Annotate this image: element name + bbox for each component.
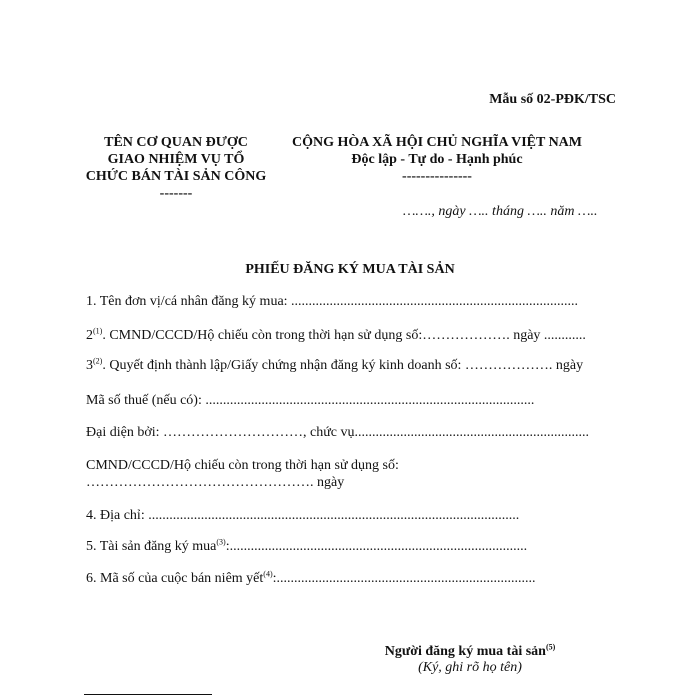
agency-rule: ------- — [159, 186, 193, 201]
footnote-ref: (2) — [93, 356, 103, 366]
field-label: . Quyết định thành lập/Giấy chứng nhận đăng ký kinh doanh số: ………………. ngày — [102, 358, 584, 373]
nation-rule: --------------- — [402, 169, 472, 184]
footnote-ref: (4) — [263, 569, 273, 579]
field-dots: :..................................................................................... — [225, 539, 528, 554]
agency-line-1: TÊN CƠ QUAN ĐƯỢC — [104, 135, 248, 150]
field-representative: Đại diện bởi: …………………………, chức vụ................................................................... — [86, 425, 590, 440]
nation-title: CỘNG HÒA XÃ HỘI CHỦ NGHĨA VIỆT NAM — [291, 135, 582, 150]
field-number: 3 — [86, 358, 93, 373]
agency-line-2: GIAO NHIỆM VỤ TỔ — [107, 152, 245, 167]
field-id-number — [86, 328, 586, 344]
date-line: ……., ngày ….. tháng ….. năm ….. — [403, 204, 598, 219]
signer-note: (Ký, ghi rõ họ tên) — [418, 660, 522, 675]
field-registrant-name: 1. Tên đơn vị/cá nhân đăng ký mua: .................................................................................. — [86, 294, 579, 309]
national-header — [284, 134, 590, 185]
field-dots: :.......................................................................... — [272, 571, 536, 586]
footnote-ref: (1) — [93, 326, 103, 336]
signer-title-text: Người đăng ký mua tài sản — [384, 644, 546, 659]
field-label: 6. Mã số của cuộc bán niêm yết — [86, 571, 264, 586]
field-label: 5. Tài sản đăng ký mua — [86, 539, 217, 554]
field-label: . CMND/CCCD/Hộ chiếu còn trong thời hạn sử dụng số:………………. ngày ............ — [102, 328, 586, 343]
signature-block — [380, 644, 560, 676]
field-address: 4. Địa chỉ: .......................................................................................................... — [86, 508, 520, 523]
signer-title — [380, 644, 560, 660]
field-tax-code: Mã số thuế (nếu có): .............................................................................................. — [86, 393, 535, 408]
footnote-divider — [84, 694, 212, 695]
field-rep-id-value: …………………………………………. ngày — [86, 475, 345, 490]
field-listing-code — [86, 571, 536, 587]
nation-motto: Độc lập - Tự do - Hạnh phúc — [351, 152, 523, 167]
field-business-registration — [86, 358, 583, 374]
field-asset — [86, 539, 527, 555]
field-number: 2 — [86, 328, 93, 343]
footnote-ref: (3) — [216, 537, 226, 547]
form-code: Mẫu số 02-PĐK/TSC — [489, 92, 616, 107]
footnote-ref: (5) — [545, 642, 556, 652]
form-title: PHIẾU ĐĂNG KÝ MUA TÀI SẢN — [245, 262, 455, 277]
agency-line-3: CHỨC BÁN TÀI SẢN CÔNG — [85, 169, 267, 184]
field-rep-id-label: CMND/CCCD/Hộ chiếu còn trong thời hạn sử dụng số: — [86, 458, 399, 473]
agency-header — [78, 134, 274, 202]
